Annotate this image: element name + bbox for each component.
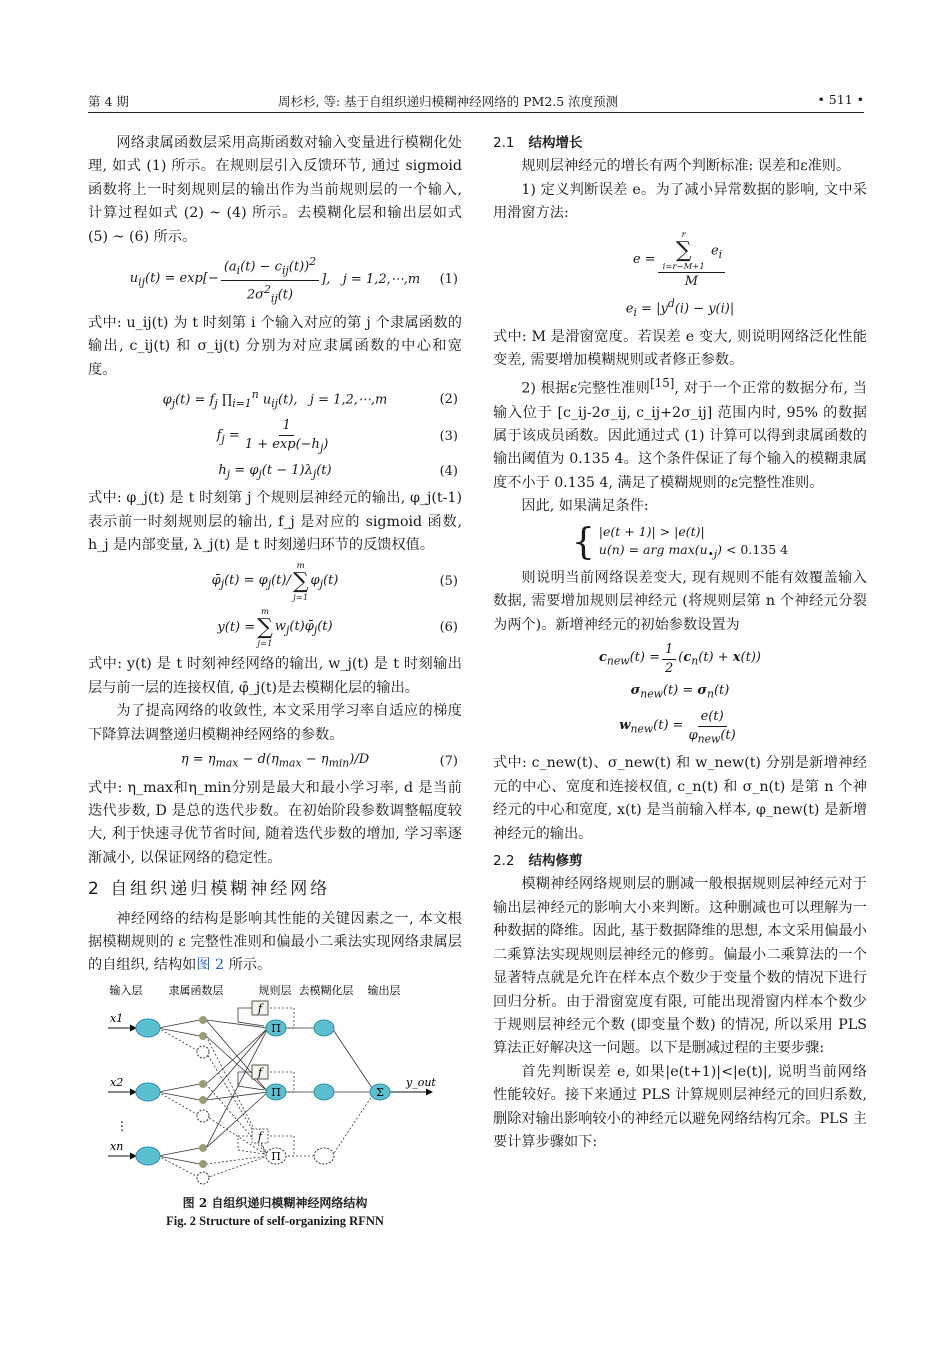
layer-label-input: 输入层	[109, 983, 143, 997]
equation-number: (2)	[439, 391, 458, 407]
paragraph: 因此, 如果满足条件:	[521, 498, 649, 515]
right-column	[493, 132, 867, 1154]
defuzzy-node	[314, 1084, 334, 1100]
input-label-2: x2	[110, 1075, 124, 1089]
paragraph: 网络隶属函数层采用高斯函数对输入变量进行模糊化处理, 如式 (1) 所示。在规则层引入反馈环节, 通过 sigmoid 函数将上一时刻规则层的输出作为当前规则层的一个输入, 计算过程如式 (2) ~ (4) 所示。去模糊化层和输出层如式 (5) ~ (6) 所示。	[88, 135, 462, 245]
equation-number: (6)	[439, 620, 458, 636]
equation-number: (4)	[439, 464, 458, 480]
equation-7: $\eta = \eta_{max} - d(\eta_{max} - \eta_{min})/D$ (7)	[180, 752, 458, 770]
paragraph: 神经网络的结构是影响其性能的关键因素之一, 本文根据模糊规则的 ε 完整性准则和偏最小二乘法实现网络隶属层的自组织, 结构如图 2 所示。	[88, 910, 462, 974]
figure-link[interactable]: 图 2	[196, 957, 225, 974]
left-column	[88, 132, 462, 1229]
section-title: 2 自组织递归模糊神经网络	[88, 879, 331, 900]
input-node	[136, 1019, 160, 1037]
paragraph: 则说明当前网络误差变大, 现有规则不能有效覆盖输入数据, 需要增加规则层神经元 (将规则层第 n 个神经元分裂为两个)。新增神经元的初始参数设置为	[493, 570, 867, 633]
equation-2: $\varphi_j(t) = f_j$ $\prod_{i=1}^n$ $u_{ij}(t)$, j = 1,2,⋯,m (2)	[162, 388, 458, 411]
rule-symbol: Π	[271, 1085, 281, 1099]
subsection-title: 2.1 结构增长	[493, 135, 583, 151]
rule-symbol: Π	[271, 1021, 281, 1035]
paragraph: 式中: φ_j(t) 是 t 时刻第 j 个规则层神经元的输出, φ_j(t-1) 表示前一时刻规则层的输出, f_j 是对应的 sigmoid 函数, h_j 是内部变量, λ_j(t) 是 t 时刻递归环节的反馈权值。	[88, 490, 462, 554]
rfnn-diagram	[88, 980, 462, 1186]
paragraph: 1) 定义判断误差 e。为了减小异常数据的影响, 文中采用滑窗方法:	[493, 181, 867, 222]
equation-number: (1)	[439, 272, 458, 288]
defuzzy-node	[314, 1148, 334, 1164]
running-header	[88, 92, 864, 113]
feedback-symbol: f	[257, 1129, 263, 1143]
equation-number: (5)	[439, 574, 458, 590]
defuzzy-node	[314, 1020, 334, 1036]
equation-error-abs: $e_i = |y^d(i) - y(i)|$	[625, 296, 735, 319]
output-label: y_out	[406, 1075, 436, 1089]
subsection-title: 2.2 结构修剪	[493, 853, 583, 870]
vertical-ellipsis: ⋮	[116, 1118, 128, 1133]
input-node	[136, 1083, 160, 1101]
equation-new-center: $c_{new}(t)$ = $\frac{1}{2}$ $(c_n(t) + x(t))$	[599, 642, 761, 677]
paragraph: 式中: M 是滑窗宽度。若误差 e 变大, 则说明网络泛化性能变差, 需要增加模糊规则或者修正参数。	[493, 328, 867, 368]
paragraph: 式中: u_ij(t) 为 t 时刻第 i 个输入对应的第 j 个隶属函数的输出, c_ij(t) 和 σ_ij(t) 分别为对应隶属函数的中心和宽度。	[88, 314, 462, 378]
equation-5: $\varphī_j(t) = \varphi_j(t)/$ m ∑ j=1 $\varphi_j(t)$ (5)	[211, 561, 458, 604]
equation-6: y(t) = m ∑ j=1 $w_j(t)\varphī_j(t)$ (6)	[217, 607, 458, 650]
equation-new-weight: $w_{new}(t)$ = $\frac{e(t)}{\varphi_{new}(t)}$	[619, 708, 736, 746]
layer-label-membership: 隶属函数层	[168, 983, 224, 997]
feedback-symbol: f	[257, 1065, 263, 1079]
figure-caption-en: Fig. 2 Structure of self-organizing RFNN	[166, 1214, 384, 1229]
input-node	[136, 1147, 160, 1165]
paragraph: 模糊神经网络规则层的删减一般根据规则层神经元对于输出层神经元的影响大小来判断。这种删减也可以理解为一种数据的降维。因此, 基于数据降维的思想, 本文采用偏最小二乘算法实现规则层神经元的修剪。偏最小二乘算法的一个显著特点就是允许在样本点个数少于变量个数的情况下进行回归分析。由于滑窗宽度有限, 可能出现滑窗内样本个数少于规则层神经元个数 (即变量个数) 的情况, 所以采用 PLS 算法正好解决这一问题。以下是删减过程的主要步骤:	[493, 876, 867, 1057]
layer-label-rule: 规则层	[258, 983, 292, 997]
equation-number: (3)	[439, 429, 458, 445]
equation-4: $h_j = \varphi_j(t - 1)\lambda_j(t)$ (4)	[218, 462, 458, 481]
page-number: • 511 •	[817, 92, 864, 107]
issue-label: 第 4 期	[88, 94, 129, 109]
input-label-1: x1	[110, 1011, 124, 1025]
equation-error-window: e = r ∑ i=r−M+1 $e_i$ M	[493, 230, 867, 291]
paragraph: 式中: y(t) 是 t 时刻神经网络的输出, w_j(t) 是 t 时刻输出层与前一层的连接权值, φ̄_j(t)是去模糊化层的输出。	[88, 656, 462, 696]
paragraph: 2) 根据ε完整性准则[15], 对于一个正常的数据分布, 当输入位于 [c_ij-2σ_ij, c_ij+2σ_ij] 范围内时, 95% 的数据属于该成员函数。因此通过式 (1) 计算可以得到隶属函数的输出阈值为 0.135 4。这个条件保证了每个输入的模糊隶属度不小于 0.135 4, 满足了模糊规则的ε完整性准则。	[493, 376, 867, 491]
sum-symbol: Σ	[376, 1085, 384, 1099]
feedback-symbol: f	[257, 1001, 263, 1015]
paragraph: 首先判断误差 e, 如果|e(t+1)|<|e(t)|, 说明当前网络性能较好。接下来通过 PLS 计算规则层神经元的回归系数, 删除对输出影响较小的神经元以避免网络结构冗余。PLS 主要计算步骤如下:	[493, 1063, 867, 1150]
rule-symbol: Π	[271, 1149, 281, 1163]
paragraph: 式中: c_new(t)、σ_new(t) 和 w_new(t) 分别是新增神经元的中心、宽度和连接权值, c_n(t) 和 σ_n(t) 是第 n 个神经元的中心和宽度, x(t) 是当前输入样本, φ_new(t) 是新增神经元的输出。	[493, 755, 867, 842]
figure-caption-cn: 图 2 自组织递归模糊神经网络结构	[182, 1196, 368, 1211]
running-title: 周杉杉, 等: 基于自组织递归模糊神经网络的 PM2.5 浓度预测	[278, 94, 619, 109]
layer-label-output: 输出层	[367, 983, 401, 997]
layer-label-defuzzy: 去模糊化层	[298, 983, 354, 997]
paragraph: 为了提高网络的收敛性, 本文采用学习率自适应的梯度下降算法调整递归模糊神经网络的参数。	[88, 703, 462, 743]
equation-number: (7)	[439, 753, 458, 769]
equation-new-width: $\sigma_{new}(t) = \sigma_n(t)$	[630, 683, 730, 701]
equation-1: $u_{ij}(t) = \exp[-$ $\frac{(a_i(t) - c_{ij}(t))^2}{2\sigma^2_{ij}(t)}$ ], j = 1,2,⋯,m (1)	[129, 255, 458, 305]
figure-rfnn-structure	[88, 980, 462, 1229]
equation-3: $f_j$ = $\frac{1}{1 + \exp(-h_j)}$ (3)	[216, 418, 458, 455]
citation[interactable]: [15]	[650, 376, 675, 391]
input-label-n: xn	[110, 1139, 124, 1153]
equation-growth-condition: { |e(t + 1)| > |e(t)| u(n) = arg $\max(u_{•j}) < 0.135$ 4	[571, 521, 789, 563]
paragraph: 规则层神经元的增长有两个判断标准: 误差和ε准则。	[521, 158, 851, 175]
paragraph: 式中: η_max和η_min分别是最大和最小学习率, d 是当前迭代步数, D 是总的迭代步数。在初始阶段参数调整幅度较大, 利于快速寻优节省时间, 随着迭代步数的增加, 学习率逐渐减小, 以保证网络的稳定性。	[88, 779, 462, 866]
